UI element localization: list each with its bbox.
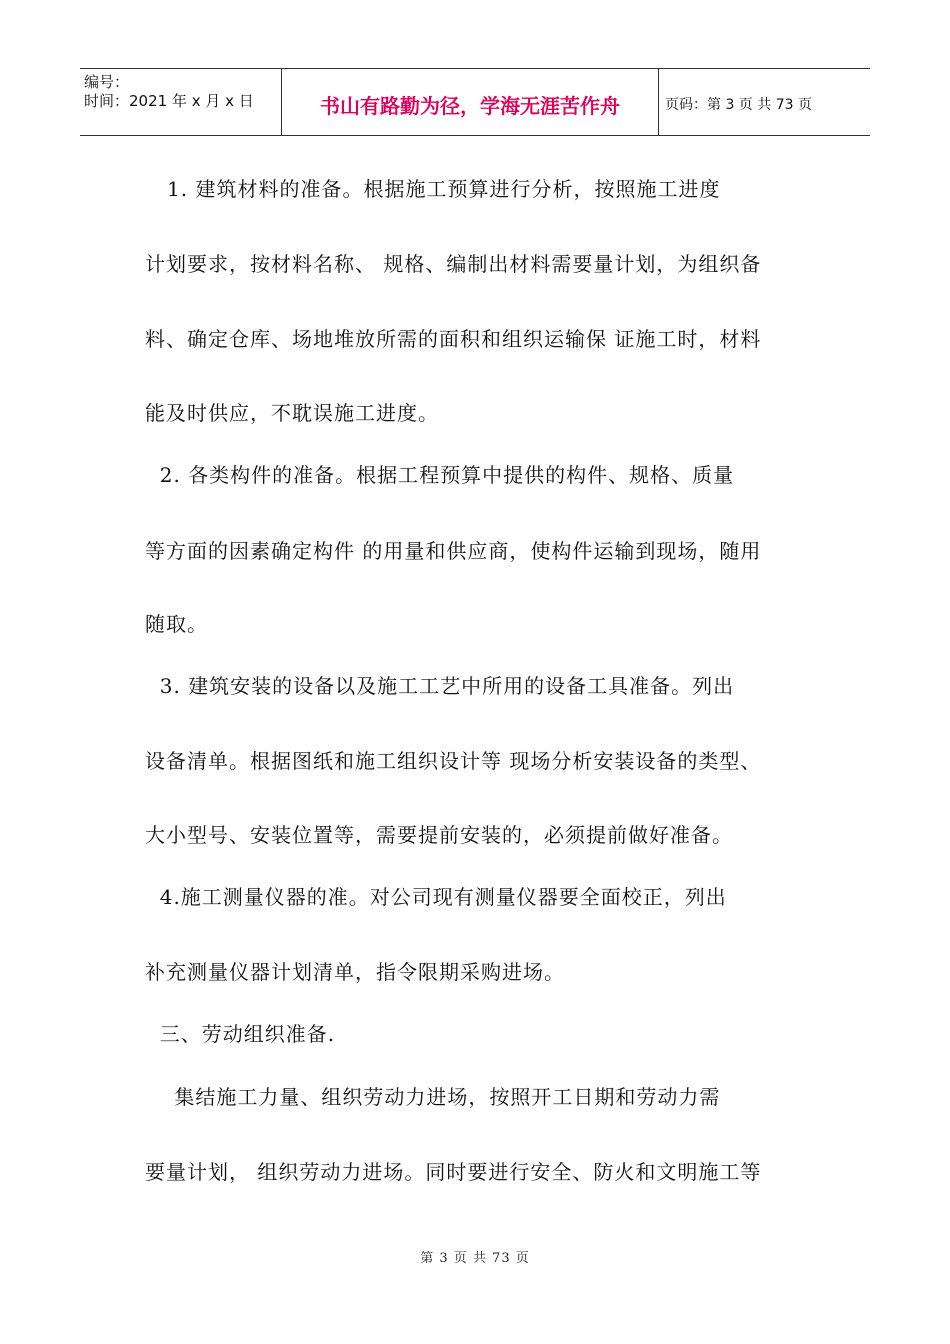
body-line: 补充测量仪器计划清单，指令限期采购进场。 [145,960,565,984]
document-number-label: 编号： [84,73,130,91]
body-line: 大小型号、安装位置等，需要提前安装的，必须提前做好准备。 [145,823,733,847]
body-line: 能及时供应，不耽误施工进度。 [145,401,439,425]
body-line: 计划要求，按材料名称、 规格、编制出材料需要量计划，为组织备 [145,252,762,276]
body-line: 3. 建筑安装的设备以及施工工艺中所用的设备工具准备。列出 [145,674,735,698]
document-date-label: 时间：2021 年 x 月 x 日 [84,92,254,110]
body-line: 集结施工力量、组织劳动力进场，按照开工日期和劳动力需 [145,1085,721,1109]
body-line: 等方面的因素确定构件 的用量和供应商，使构件运输到现场，随用 [145,539,762,563]
header-page-info: 页码：第 3 页 共 73 页 [665,97,812,113]
header-meta-cell [80,69,282,135]
body-line: 1. 建筑材料的准备。根据施工预算进行分析，按照施工进度 [145,177,721,201]
body-line: 2. 各类构件的准备。根据工程预算中提供的构件、规格、质量 [145,463,735,487]
body-line: 随取。 [145,612,208,636]
body-line: 料、确定仓库、场地堆放所需的面积和组织运输保 证施工时，材料 [145,327,762,351]
body-line: 4.施工测量仪器的准。对公司现有测量仪器要全面校正，列出 [145,885,727,909]
document-header [80,68,870,136]
body-line: 要量计划， 组织劳动力进场。同时要进行安全、防火和文明施工等 [145,1160,762,1184]
header-motto: 书山有路勤为径，学海无涯苦作舟 [282,69,659,135]
body-line: 设备清单。根据图纸和施工组织设计等 现场分析安装设备的类型、 [145,749,762,773]
page-footer: 第 3 页 共 73 页 [420,1251,530,1266]
body-line: 三、劳动组织准备. [145,1022,336,1046]
